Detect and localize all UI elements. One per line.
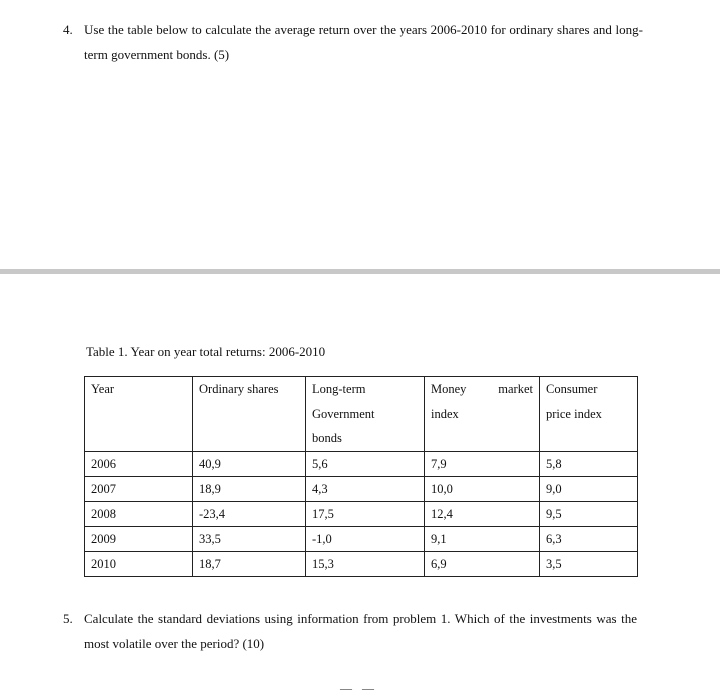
cell-cpi: 9,5 — [540, 501, 638, 526]
header-line: index — [431, 406, 459, 421]
cell-year: 2010 — [85, 551, 193, 576]
header-ordinary-shares: Ordinary shares — [193, 377, 306, 452]
table-row — [85, 476, 638, 501]
header-line: Consumer — [546, 382, 598, 396]
cell-longterm: 5,6 — [306, 451, 425, 476]
question-4 — [63, 17, 643, 67]
header-money-market — [425, 377, 540, 452]
cell-longterm: 17,5 — [306, 501, 425, 526]
header-word: market — [498, 382, 533, 396]
cell-year: 2008 — [85, 501, 193, 526]
cell-ordinary: 33,5 — [193, 526, 306, 551]
cell-cpi: 5,8 — [540, 451, 638, 476]
cell-money-market: 7,9 — [425, 451, 540, 476]
footer-dash: — — [340, 681, 352, 695]
question-number: 4. — [63, 22, 73, 37]
question-text: Calculate the standard deviations using information from problem 1. Which of the investments was the most volatile over the period? (10) — [84, 611, 637, 651]
page-divider — [0, 269, 720, 274]
cell-money-market: 6,9 — [425, 551, 540, 576]
cell-year: 2009 — [85, 526, 193, 551]
question-5 — [63, 606, 637, 656]
cell-ordinary: 18,7 — [193, 551, 306, 576]
table-header-row — [85, 377, 638, 452]
header-long-term-bonds — [306, 377, 425, 452]
footer-dash: — — [362, 681, 374, 695]
header-consumer-price-index — [540, 377, 638, 452]
table-row — [85, 451, 638, 476]
cell-money-market: 12,4 — [425, 501, 540, 526]
cell-year: 2007 — [85, 476, 193, 501]
header-line: price index — [546, 406, 602, 421]
header-year: Year — [85, 377, 193, 452]
cell-cpi: 3,5 — [540, 551, 638, 576]
header-word: Money — [431, 382, 467, 396]
cell-ordinary: -23,4 — [193, 501, 306, 526]
cell-longterm: 4,3 — [306, 476, 425, 501]
table-row — [85, 551, 638, 576]
table-caption: Table 1. Year on year total returns: 2006-2010 — [86, 344, 326, 359]
cell-year: 2006 — [85, 451, 193, 476]
cell-cpi: 9,0 — [540, 476, 638, 501]
header-line: Long-term — [312, 382, 366, 396]
cell-money-market: 9,1 — [425, 526, 540, 551]
cell-longterm: 15,3 — [306, 551, 425, 576]
cell-money-market: 10,0 — [425, 476, 540, 501]
header-line — [431, 377, 533, 402]
question-number: 5. — [63, 611, 73, 626]
cell-ordinary: 40,9 — [193, 451, 306, 476]
question-text: Use the table below to calculate the average return over the years 2006-2010 for ordinary shares and long-term government bonds. (5) — [84, 22, 643, 62]
cell-ordinary: 18,9 — [193, 476, 306, 501]
returns-table — [84, 376, 638, 577]
table-row — [85, 526, 638, 551]
cell-longterm: -1,0 — [306, 526, 425, 551]
cell-cpi: 6,3 — [540, 526, 638, 551]
header-line: Government — [312, 406, 375, 421]
table-row — [85, 501, 638, 526]
header-line: bonds — [312, 431, 342, 445]
